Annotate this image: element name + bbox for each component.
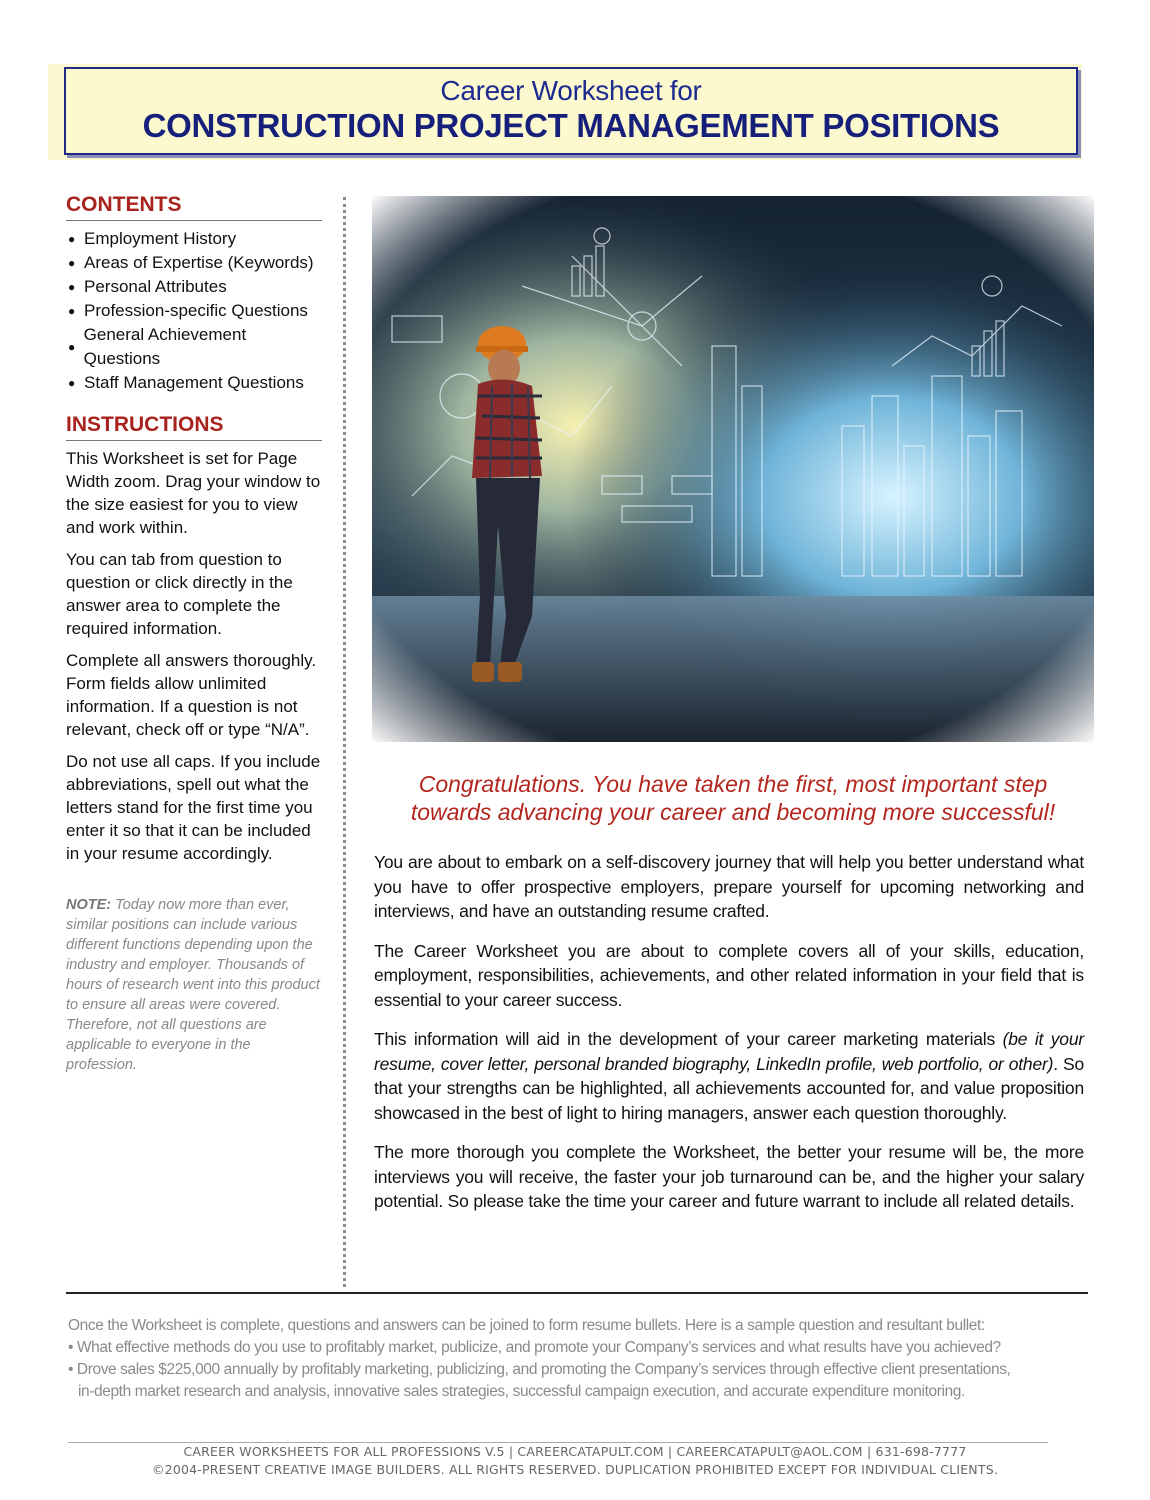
contents-item[interactable]: ● Personal Attributes bbox=[68, 275, 322, 299]
intro-paragraph: You are about to embark on a self-discovery journey that will help you better understand what you have to offer prospective employers, prepare yourself for upcoming networking and interviews, and have an outstanding resume crafted. bbox=[374, 852, 1084, 921]
instructions-heading: INSTRUCTIONS bbox=[66, 413, 322, 441]
contents-list bbox=[66, 227, 322, 395]
horizontal-divider bbox=[66, 1292, 1088, 1294]
congratulations-message: Congratulations. You have taken the first, most important step towards advancing your career and becoming more successful! bbox=[410, 771, 1056, 825]
sidebar-note bbox=[66, 895, 322, 1075]
contents-item[interactable]: ● General Achievement Questions bbox=[68, 325, 247, 368]
hero-image bbox=[372, 196, 1094, 742]
instruction-paragraph: Complete all answers thoroughly. Form fields allow unlimited information. If a question is not relevant, check off or type “N/A”. bbox=[66, 651, 317, 739]
bullet-icon: ● bbox=[68, 280, 76, 294]
intro-paragraph: This information will aid in the development of your career marketing materials (be it your resume, cover letter, personal branded biography, LinkedIn profile, web portfolio, or other). So that your strengths can be highlighted, all achievements accounted for, and value proposition showcased in the best of light to hiring managers, answer each question thoroughly. bbox=[374, 1029, 1084, 1123]
sample-bullet-continued: in-depth market research and analysis, innovative sales strategies, successful campaign execution, and accurate expenditure monitoring. bbox=[78, 1383, 965, 1400]
sidebar bbox=[66, 193, 322, 1075]
note-text: Today now more than ever, similar positions can include various different functions depending upon the industry and employer. Thousands of hours of research went into this product to ensure all areas were covered. Therefore, not all questions are applicable to everyone in the profession. bbox=[66, 897, 320, 1073]
sample-intro: Once the Worksheet is complete, questions and answers can be joined to form resume bullets. Here is a sample question and resultant bullet: bbox=[68, 1317, 985, 1334]
sample-question: • What effective methods do you use to profitably market, publicize, and promote your Company’s services and what results have you achieved? bbox=[68, 1339, 1001, 1356]
bullet-icon: ● bbox=[68, 340, 76, 354]
page-title: CONSTRUCTION PROJECT MANAGEMENT POSITIONS bbox=[142, 107, 1000, 144]
intro-body bbox=[374, 850, 1084, 1229]
instructions bbox=[66, 447, 322, 865]
contents-item[interactable]: ● Staff Management Questions bbox=[68, 371, 322, 395]
header-subtitle: Career Worksheet for bbox=[440, 75, 702, 106]
bullet-icon: ● bbox=[68, 304, 76, 318]
header-banner bbox=[64, 67, 1078, 155]
bullet-icon: ● bbox=[68, 376, 76, 390]
instruction-paragraph: You can tab from question to question or click directly in the answer area to complete the required information. bbox=[66, 550, 293, 638]
footer bbox=[0, 1443, 1150, 1479]
instruction-paragraph: This Worksheet is set for Page Width zoom. Drag your window to the size easiest for you to view and work within. bbox=[66, 449, 321, 537]
bullet-icon: ● bbox=[68, 232, 76, 246]
footer-contact: CAREER WORKSHEETS FOR ALL PROFESSIONS V.5 | CAREERCATAPULT.COM | CAREERCATAPULT@AOL.COM | 631-698-7777 bbox=[183, 1444, 967, 1459]
bullet-icon: ● bbox=[68, 256, 76, 270]
sample-bullet: • Drove sales $225,000 annually by profitably marketing, publicizing, and promoting the Company’s services through effective client presentations, bbox=[68, 1361, 1011, 1378]
note-label: NOTE: bbox=[66, 897, 112, 913]
contents-item[interactable]: ● Areas of Expertise (Keywords) bbox=[68, 251, 322, 275]
sample-bullet-section bbox=[68, 1315, 1088, 1403]
contents-item[interactable]: ● Profession-specific Questions bbox=[68, 299, 322, 323]
intro-paragraph: The more thorough you complete the Worksheet, the better your resume will be, the more interviews you will receive, the faster your job turnaround can be, and the higher your salary potential. So please take the time your career and future warrant to include all related details. bbox=[374, 1142, 1084, 1211]
contents-heading: CONTENTS bbox=[66, 193, 322, 221]
instruction-paragraph: Do not use all caps. If you include abbreviations, spell out what the letters stand for the first time you enter it so that it can be included in your resume accordingly. bbox=[66, 752, 321, 863]
vertical-divider bbox=[343, 197, 346, 1287]
footer-copyright: ©2004-PRESENT CREATIVE IMAGE BUILDERS. ALL RIGHTS RESERVED. DUPLICATION PROHIBITED EXCEPT FOR INDIVIDUAL CLIENTS. bbox=[151, 1462, 999, 1477]
intro-paragraph: The Career Worksheet you are about to complete covers all of your skills, education, employment, responsibilities, achievements, and other related information in your field that is essential to your career success. bbox=[374, 940, 1084, 1010]
contents-item[interactable]: ● Employment History bbox=[68, 227, 322, 251]
